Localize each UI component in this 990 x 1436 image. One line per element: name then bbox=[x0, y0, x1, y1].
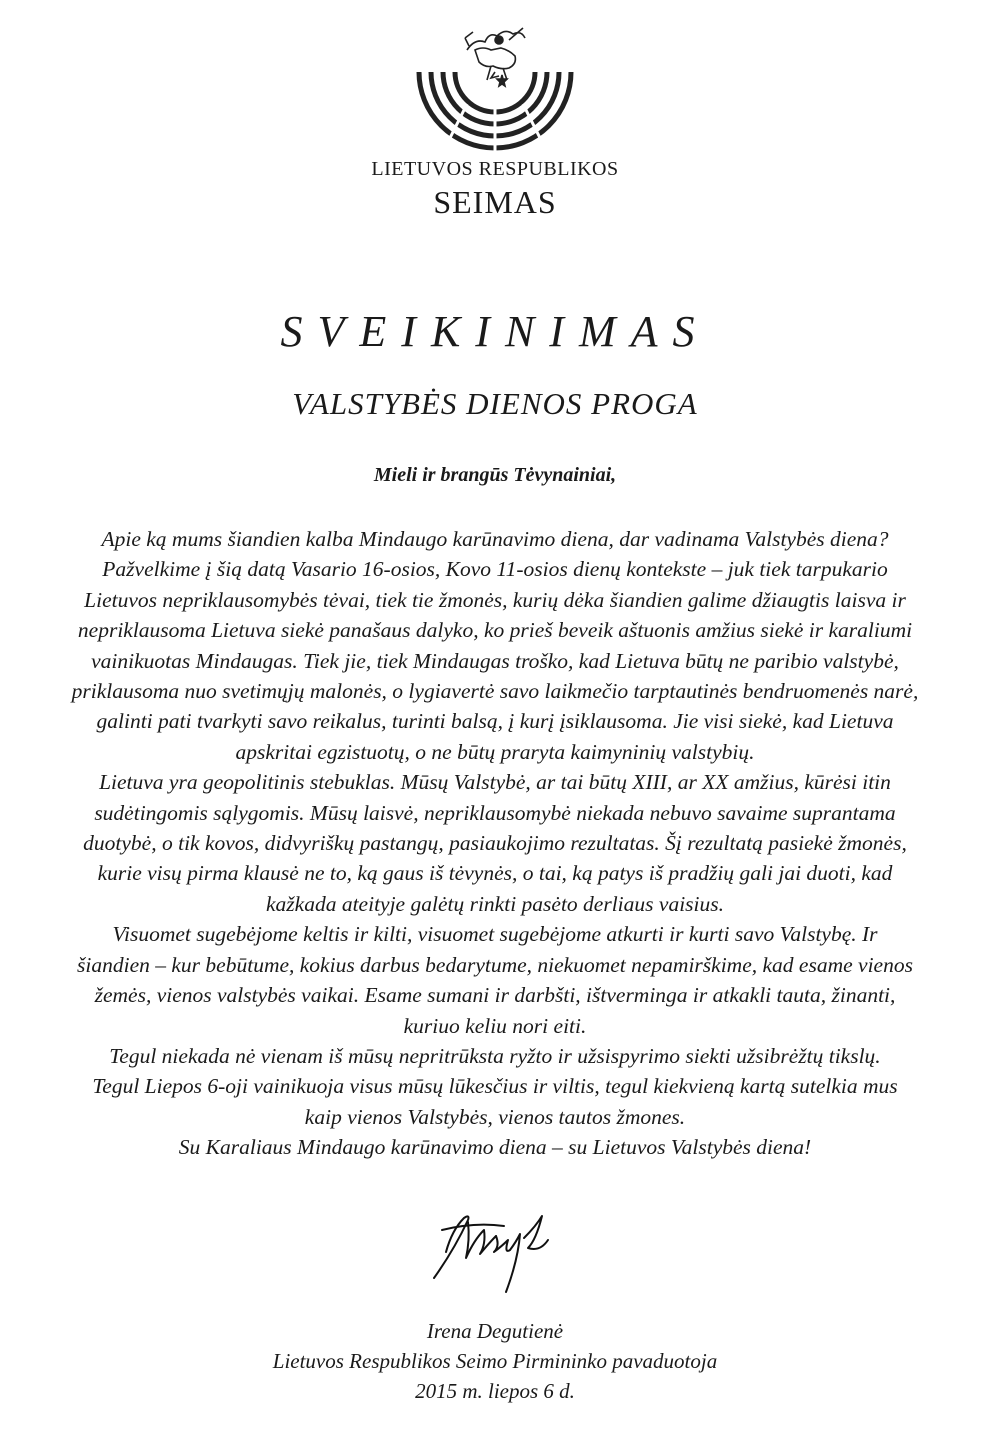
body-line: Visuomet sugebėjome keltis ir kilti, visuomet sugebėjome atkurti ir kurti savo Valstybę. Ir bbox=[112, 922, 878, 947]
body-line: Tegul niekada nė vienam iš mūsų nepritrūksta ryžto ir užsispyrimo siekti užsibrėžtų tikslų. bbox=[109, 1043, 881, 1068]
body-line: žemės, vienos valstybės vaikai. Esame sumani ir darbšti, ištverminga ir atkakli tauta, žinanti, bbox=[94, 983, 896, 1008]
org-name-line1: LIETUVOS RESPUBLIKOS bbox=[371, 158, 619, 180]
org-name-line2: SEIMAS bbox=[433, 184, 557, 220]
document-subtitle: VALSTYBĖS DIENOS PROGA bbox=[292, 386, 698, 421]
body-line: Lietuva yra geopolitinis stebuklas. Mūsų Valstybė, ar tai būtų XIII, ar XX amžius, kūrėsi itin bbox=[99, 770, 891, 795]
body-line: priklausoma nuo svetimųjų malonės, o lygiavertė savo laikmečio tarptautinės bendruomenės narė, bbox=[71, 679, 919, 704]
body-line: Lietuvos nepriklausomybės tėvai, tiek tie žmonės, kurių dėka šiandien galime džiaugtis laisva ir bbox=[84, 587, 906, 612]
letter-date: 2015 m. liepos 6 d. bbox=[415, 1379, 575, 1403]
body-line: šiandien – kur bebūtume, kokius darbus bedarytume, niekuomet nepamirškime, kad esame vienos bbox=[77, 952, 913, 977]
body-line: vainikuotas Mindaugas. Tiek jie, tiek Mindaugas troško, kad Lietuva būtų ne paribio valstybė, bbox=[91, 648, 899, 673]
body-line: galinti pati tvarkyti savo reikalus, turinti balsą, į kurį įsiklausoma. Jie visi siekė, kad Lietuva bbox=[96, 709, 894, 734]
body-line: Tegul Liepos 6-oji vainikuoja visus mūsų lūkesčius ir viltis, tegul kiekvieną kartą sutelkia mus bbox=[92, 1074, 898, 1099]
signer-block bbox=[0, 1316, 990, 1406]
body-line: kažkada ateityje galėtų rinkti pasėto derliaus vaisius. bbox=[266, 891, 724, 916]
body-line: apskritai egzistuotų, o ne būtų praryta kaimyninių valstybių. bbox=[235, 739, 755, 764]
body-line: Pažvelkime į šią datą Vasario 16-osios, Kovo 11-osios dienų kontekste – juk tiek tarpukario bbox=[102, 557, 888, 582]
signer-position: Lietuvos Respublikos Seimo Pirmininko pavaduotoja bbox=[272, 1349, 718, 1373]
signature-image bbox=[424, 1200, 574, 1300]
signer-name: Irena Degutienė bbox=[426, 1319, 564, 1343]
body-line: kuriuo keliu nori eiti. bbox=[403, 1013, 587, 1038]
seimas-emblem-icon bbox=[405, 20, 585, 162]
document-title: SVEIKINIMAS bbox=[280, 307, 710, 356]
body-line: kurie visų pirma klausė ne to, ką gaus iš tėvynės, o tai, ką patys iš pradžių gali jai duoti, kad bbox=[97, 861, 893, 886]
body-line: Su Karaliaus Mindaugo karūnavimo diena – su Lietuvos Valstybės diena! bbox=[178, 1135, 812, 1160]
letter-body bbox=[34, 524, 956, 1163]
body-line: Apie ką mums šiandien kalba Mindaugo karūnavimo diena, dar vadinama Valstybės diena? bbox=[101, 527, 889, 551]
greeting: Mieli ir brangūs Tėvynainiai, bbox=[373, 464, 617, 486]
body-line: nepriklausoma Lietuva siekė panašaus dalyko, ko prieš beveik aštuonis amžius siekė ir karaliumi bbox=[77, 618, 913, 643]
body-line: duotybė, o tik kovos, didvyriškų pastangų, pasiaukojimo rezultatas. Šį rezultatą pasiekė žmonės, bbox=[83, 831, 907, 856]
body-line: sudėtingomis sąlygomis. Mūsų laisvė, nepriklausomybė niekada nebuvo savaime suprantama bbox=[94, 800, 896, 825]
body-line: kaip vienos Valstybės, vienos tautos žmones. bbox=[304, 1104, 686, 1129]
